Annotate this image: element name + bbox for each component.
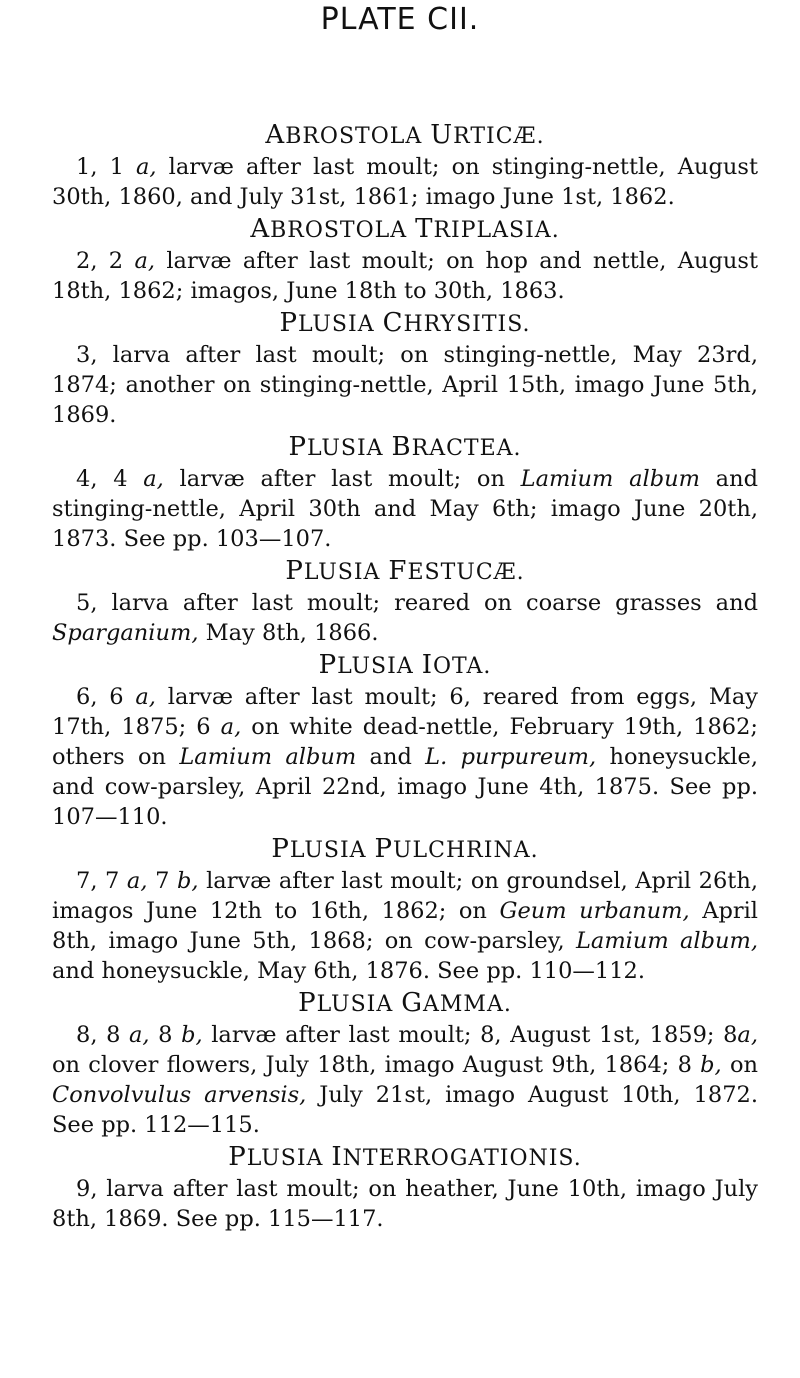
italic-text: Convolvulus arvensis,: [52, 1082, 307, 1108]
italic-text: a,: [135, 684, 156, 710]
italic-text: L. purpureum,: [425, 744, 597, 770]
italic-text: b,: [181, 1022, 203, 1048]
species-heading: PLUSIA IOTA.: [318, 650, 492, 680]
italic-text: a,: [143, 466, 164, 492]
plate-entry-text: 3, larva after last moult; on stinging-nettle, May 23rd, 1874; another on stinging-nettle, April 15th, imago June 5th, 1869.: [52, 342, 758, 428]
species-heading: PLUSIA BRACTEA.: [288, 432, 522, 462]
plate-title: PLATE CII.: [320, 2, 480, 37]
italic-text: b,: [176, 868, 199, 894]
species-heading: PLUSIA INTERROGATIONIS.: [228, 1142, 582, 1172]
italic-text: b,: [700, 1052, 722, 1078]
italic-text: a,: [126, 868, 148, 894]
italic-text: Sparganium,: [52, 620, 199, 646]
plate-entry-text: 2, 2 a, larvæ after last moult; on hop and nettle, August 18th, 1862; imagos, June 18th to 30th, 1863.: [52, 248, 758, 304]
italic-text: a,: [128, 1022, 150, 1048]
species-heading: PLUSIA PULCHRINA.: [271, 834, 539, 864]
italic-text: Geum urbanum,: [499, 898, 690, 924]
plate-entry-text: 4, 4 a, larvæ after last moult; on Lamium album and stinging-nettle, April 30th and May 6th; imago June 20th, 1873. See pp. 103—107.: [52, 466, 758, 552]
species-heading: PLUSIA FESTUCÆ.: [285, 556, 525, 586]
species-heading: PLUSIA GAMMA.: [298, 988, 512, 1018]
species-heading: PLUSIA CHRYSITIS.: [279, 308, 531, 338]
italic-text: Lamium album: [179, 744, 357, 770]
italic-text: Lamium album: [520, 466, 700, 492]
plate-entry-text: 7, 7 a, 7 b, larvæ after last moult; on groundsel, April 26th, imagos June 12th to 16th, 1862; on Geum urbanum, April 8th, imago June 5th, 1868; on cow-parsley, Lamium album, and honeysuckle, May 6th, 1876. See pp. 110—112.: [52, 868, 759, 984]
plate-entry-text: 6, 6 a, larvæ after last moult; 6, reared from eggs, May 17th, 1875; 6 a, on white dead-nettle, February 19th, 1862; others on Lamium album and L. purpureum, honeysuckle, and cow-parsley, April 22nd, imago June 4th, 1875. See pp. 107—110.: [52, 684, 759, 830]
italic-text: a,: [136, 154, 157, 180]
plate-entry-text: 8, 8 a, 8 b, larvæ after last moult; 8, August 1st, 1859; 8a, on clover flowers, July 18th, imago August 9th, 1864; 8 b, on Convolvulus arvensis, July 21st, imago August 10th, 1872. See pp. 112—115.: [52, 1022, 758, 1138]
italic-text: a,: [220, 714, 242, 740]
plate-entry-text: 5, larva after last moult; reared on coarse grasses and Sparganium, May 8th, 1866.: [52, 590, 758, 646]
plate-entry-text: 9, larva after last moult; on heather, June 10th, imago July 8th, 1869. See pp. 115—117.: [52, 1176, 758, 1232]
plate-entry-text: 1, 1 a, larvæ after last moult; on stinging-nettle, August 30th, 1860, and July 31st, 1861; imago June 1st, 1862.: [52, 154, 758, 210]
species-heading: ABROSTOLA TRIPLASIA.: [250, 214, 560, 244]
species-heading: ABROSTOLA URTICÆ.: [265, 120, 545, 150]
italic-text: a,: [737, 1022, 758, 1048]
italic-text: Lamium album,: [575, 928, 759, 954]
italic-text: a,: [134, 248, 156, 274]
plate-description: [52, 120, 758, 1236]
